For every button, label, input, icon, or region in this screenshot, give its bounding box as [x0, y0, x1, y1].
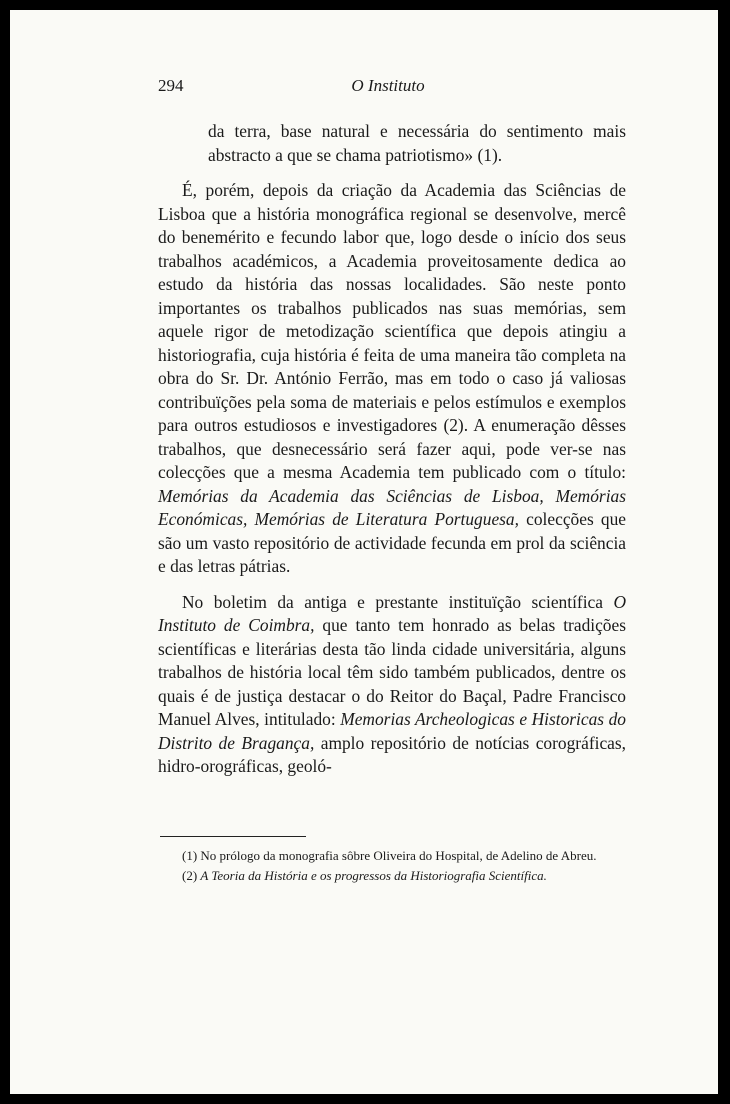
footnote-2-marker: (2)	[182, 868, 201, 883]
paragraph-instituto	[158, 591, 626, 779]
footnote-1: (1) No prólogo da monografia sôbre Oliveira do Hospital, de Adelino de Abreu.	[182, 848, 597, 863]
book-page	[10, 10, 718, 1094]
paragraph-academia-text-b: colecções que são um vasto repositório de actividade fecunda em prol da sciência e das letras pátrias.	[158, 509, 627, 576]
footnote-2	[158, 866, 626, 886]
academia-publication-titles: Memórias da Academia das Sciências de Lisboa, Memórias Económicas, Memórias de Literatura Portuguesa,	[158, 485, 626, 529]
instituto-title: O Instituto de Coimbra,	[158, 591, 626, 635]
paragraph-academia-text-a: É, porém, depois da criação da Academia das Sciências de Lisboa que a história monográfica regional se desenvolve, mercê do benemérito e fecundo labor que, logo desde o início dos seus trabalhos académicos, a Academia proveitosamente dedica ao estudo da história das nossas localidades. São neste ponto importantes os trabalhos publicados nas suas memórias, sem aquele rigor de metodização scientífica que depois atingiu a historiografia, cuja história é feita de uma maneira tão completa na obra do Sr. Dr. António Ferrão, mas em todo o caso já valiosas contribuïções pela soma de materiais e pelos estímulos e exemplos para outros estudiosos e investigadores (2). A enumeração dêsses trabalhos, que desnecessário será fazer aqui, pode ver-se nas colecções que a mesma Academia tem publicado com o título:	[158, 180, 626, 482]
memorias-braganca-title: Memorias Archeologicas e Historicas do Distrito de Bragança,	[158, 709, 626, 753]
page-number: 294	[158, 76, 184, 95]
paragraph-instituto-text-a: No boletim da antiga e prestante instituïção scientífica	[182, 591, 614, 612]
paragraph-academia	[158, 179, 626, 579]
paragraph-instituto-text-b: que tanto tem honrado as belas tradições scientíficas e literárias desta tão linda cidade universitária, alguns trabalhos de história local têm sido também publicados, dentre os quais é de justiça destacar o do Reitor do Baçal, Padre Francisco Manuel Alves, intitulado:	[158, 615, 626, 729]
quote-continuation: da terra, base natural e necessária do sentimento mais abstracto a que se chama patriotismo» (1).	[208, 121, 626, 165]
footnote-divider	[160, 836, 306, 837]
footnotes	[158, 846, 626, 886]
paragraph-instituto-text-c: amplo repositório de notícias corográficas, hidro-orográficas, geoló-	[158, 732, 626, 776]
page-header	[158, 76, 618, 100]
body-text	[158, 120, 626, 779]
footnote-2-title: A Teoria da História e os progressos da Historiografia Scientífica.	[200, 868, 547, 883]
running-title: O Instituto	[351, 76, 425, 95]
